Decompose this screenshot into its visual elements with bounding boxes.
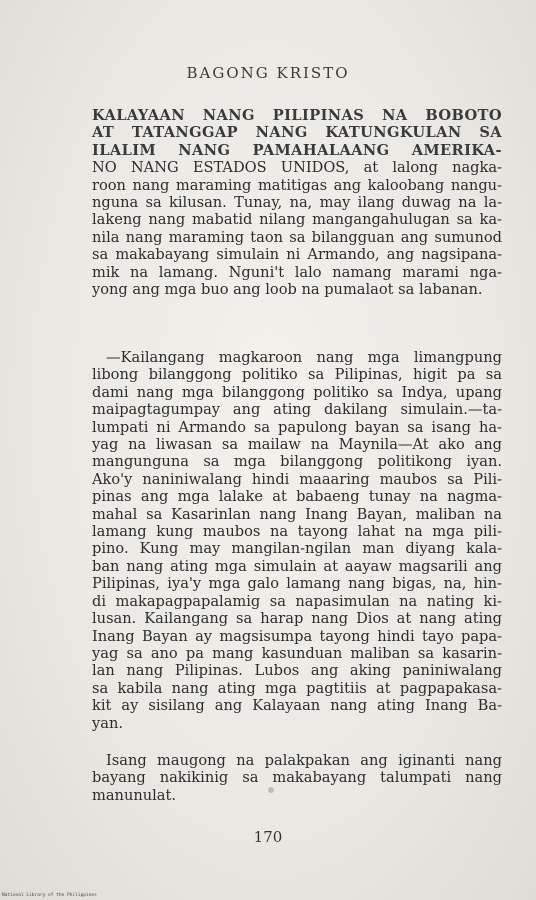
text-line: mahal sa Kasarinlan nang Inang Bayan, maliban na xyxy=(92,505,502,523)
text-line: Isang maugong na palakpakan ang iginanti nang xyxy=(106,752,502,769)
text-line: sa kabila nang ating mga pagtitiis at pagpapakasa- xyxy=(92,679,502,697)
text-line: KALAYAAN NANG PILIPINAS NA BOBOTO xyxy=(92,107,502,124)
text-line: nila nang maraming taon sa bilangguan ang sumunod xyxy=(92,228,502,246)
text-line: pinas ang mga lalake at babaeng tunay na nagma- xyxy=(92,488,502,506)
text-line: mik na lamang. Nguni't lalo namang marami nga- xyxy=(92,263,502,281)
text-line: roon nang maraming matitigas ang kaloobang nangu- xyxy=(92,176,502,194)
text-line: lamang kung maubos na tayong lahat na mga pili- xyxy=(92,523,502,541)
paragraph-3 xyxy=(92,752,502,804)
text-line: pino. Kung may mangilan-ngilan man diyang kala- xyxy=(92,540,502,558)
running-header: BAGONG KRISTO xyxy=(186,64,350,82)
text-line: libong bilanggong politiko sa Pilipinas, higit pa sa xyxy=(92,366,502,384)
text-line: —Kailangang magkaroon nang mga limangpung xyxy=(106,349,502,366)
text-line: lan nang Pilipinas. Lubos ang aking paniniwalang xyxy=(92,662,502,680)
text-line: Ako'y naniniwalang hindi maaaring maubos sa Pili- xyxy=(92,470,502,488)
text-line: manunulat. xyxy=(92,786,177,804)
text-line: NO NANG ESTADOS UNIDOS, at lalong nagka- xyxy=(92,159,502,177)
text-line: nguna sa kilusan. Tunay, na, may ilang duwag na la- xyxy=(92,194,502,212)
text-line: lusan. Kailangang sa harap nang Dios at nang ating xyxy=(92,610,502,628)
text-line: sa makabayang simulain ni Armando, ang nagsipana- xyxy=(92,246,502,264)
text-line: yan. xyxy=(92,714,123,732)
text-line: ILALIM NANG PAMAHALAANG AMERIKA- xyxy=(92,141,502,159)
text-line: lakeng nang mabatid nilang mangangahulugan sa ka- xyxy=(92,211,502,229)
text-line: dami nang mga bilanggong politiko sa Indya, upang xyxy=(92,383,502,401)
page-number: 170 xyxy=(253,828,283,846)
text-line: Inang Bayan ay magsisumpa tayong hindi tayo papa- xyxy=(92,627,502,645)
text-line: Pilipinas, iya'y mga galo lamang nang bigas, na, hin- xyxy=(92,575,502,593)
ink-speck xyxy=(268,787,274,793)
text-line: kit ay sisilang ang Kalayaan nang ating Inang Ba- xyxy=(92,697,502,715)
text-line: yag na liwasan sa mailaw na Maynila—At ako ang xyxy=(92,436,502,454)
text-line: AT TATANGGAP NANG KATUNGKULAN SA xyxy=(92,124,502,142)
text-line: di makapagpapalamig sa napasimulan na nating ki- xyxy=(92,592,502,610)
text-line: yag sa ano pa mang kasunduan maliban sa kasarin- xyxy=(92,644,502,662)
paragraph-2 xyxy=(92,349,502,732)
text-line: maipagtagumpay ang ating dakilang simulain.—ta- xyxy=(92,401,502,419)
paragraph-1 xyxy=(92,107,502,298)
library-footer-note: National Library of the Philippines xyxy=(2,893,97,898)
text-line: yong ang mga buo ang loob na pumalaot sa labanan. xyxy=(92,281,483,299)
text-line: ban nang ating mga simulain at aayaw magsarili ang xyxy=(92,557,502,575)
text-line: lumpati ni Armando sa papulong bayan sa isang ha- xyxy=(92,418,502,436)
text-line: bayang nakikinig sa makabayang talumpati nang xyxy=(92,769,502,787)
text-line: mangunguna sa mga bilanggong politikong iyan. xyxy=(92,453,502,471)
